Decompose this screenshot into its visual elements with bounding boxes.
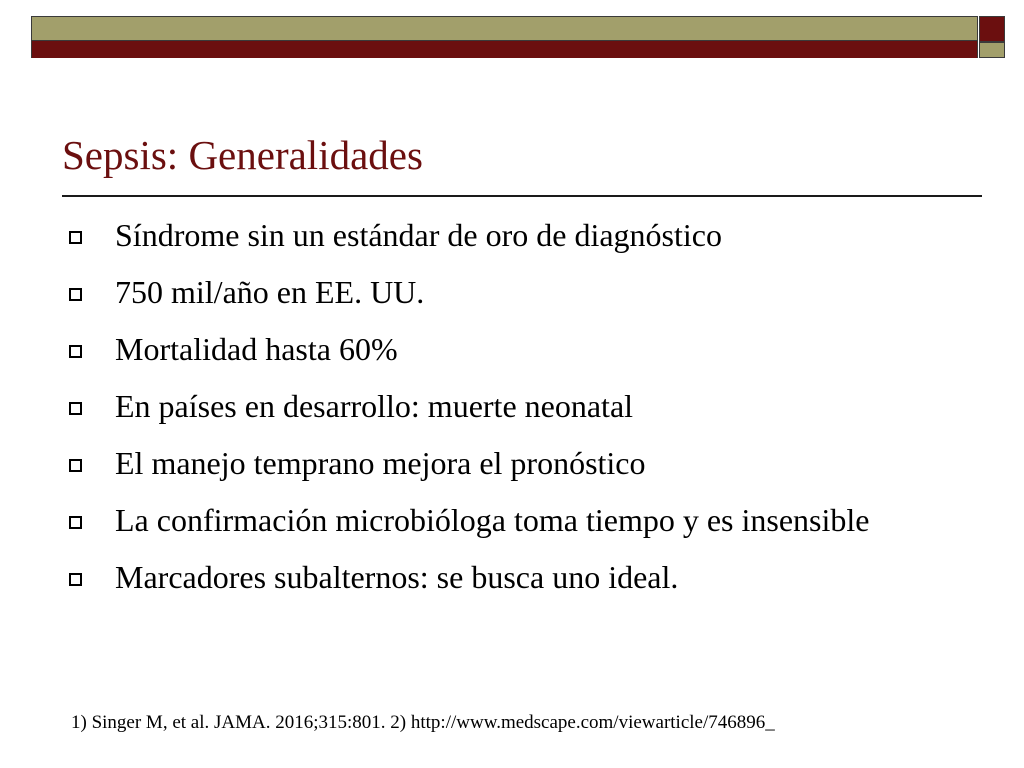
- bullet-item: [62, 217, 962, 254]
- bullet-text: 750 mil/año en EE. UU.: [115, 274, 425, 310]
- hollow-square-bullet-icon: [69, 459, 82, 472]
- hollow-square-bullet-icon: [69, 345, 82, 358]
- title-divider: [62, 195, 982, 197]
- bullet-item: [62, 388, 962, 425]
- hollow-square-bullet-icon: [69, 516, 82, 529]
- hollow-square-bullet-icon: [69, 288, 82, 301]
- slide-title: Sepsis: Generalidades: [62, 132, 423, 178]
- header-maroon-stripe: [32, 41, 977, 58]
- bullet-item: [62, 502, 962, 539]
- hollow-square-bullet-icon: [69, 573, 82, 586]
- bullet-item: [62, 331, 962, 368]
- bullet-text: En países en desarrollo: muerte neonatal: [115, 388, 634, 424]
- bullet-text: Síndrome sin un estándar de oro de diagnóstico: [115, 217, 722, 253]
- corner-olive-square: [979, 42, 1005, 58]
- hollow-square-bullet-icon: [69, 402, 82, 415]
- hollow-square-bullet-icon: [69, 231, 82, 244]
- bullet-item: [62, 559, 962, 596]
- bullet-text: Mortalidad hasta 60%: [115, 331, 398, 367]
- footnote-references: 1) Singer M, et al. JAMA. 2016;315:801. 2) http://www.medscape.com/viewarticle/746896_: [71, 712, 775, 733]
- bullet-text: El manejo temprano mejora el pronóstico: [115, 445, 646, 481]
- bullet-text: Marcadores subalternos: se busca uno ideal.: [115, 559, 679, 595]
- bullet-text: La confirmación microbióloga toma tiempo y es insensible: [115, 502, 870, 538]
- bullet-item: [62, 274, 962, 311]
- corner-maroon-square: [979, 16, 1005, 42]
- bullet-list: [62, 217, 962, 616]
- bullet-item: [62, 445, 962, 482]
- header-olive-stripe: [32, 17, 977, 41]
- header-decorative-band: [31, 16, 978, 58]
